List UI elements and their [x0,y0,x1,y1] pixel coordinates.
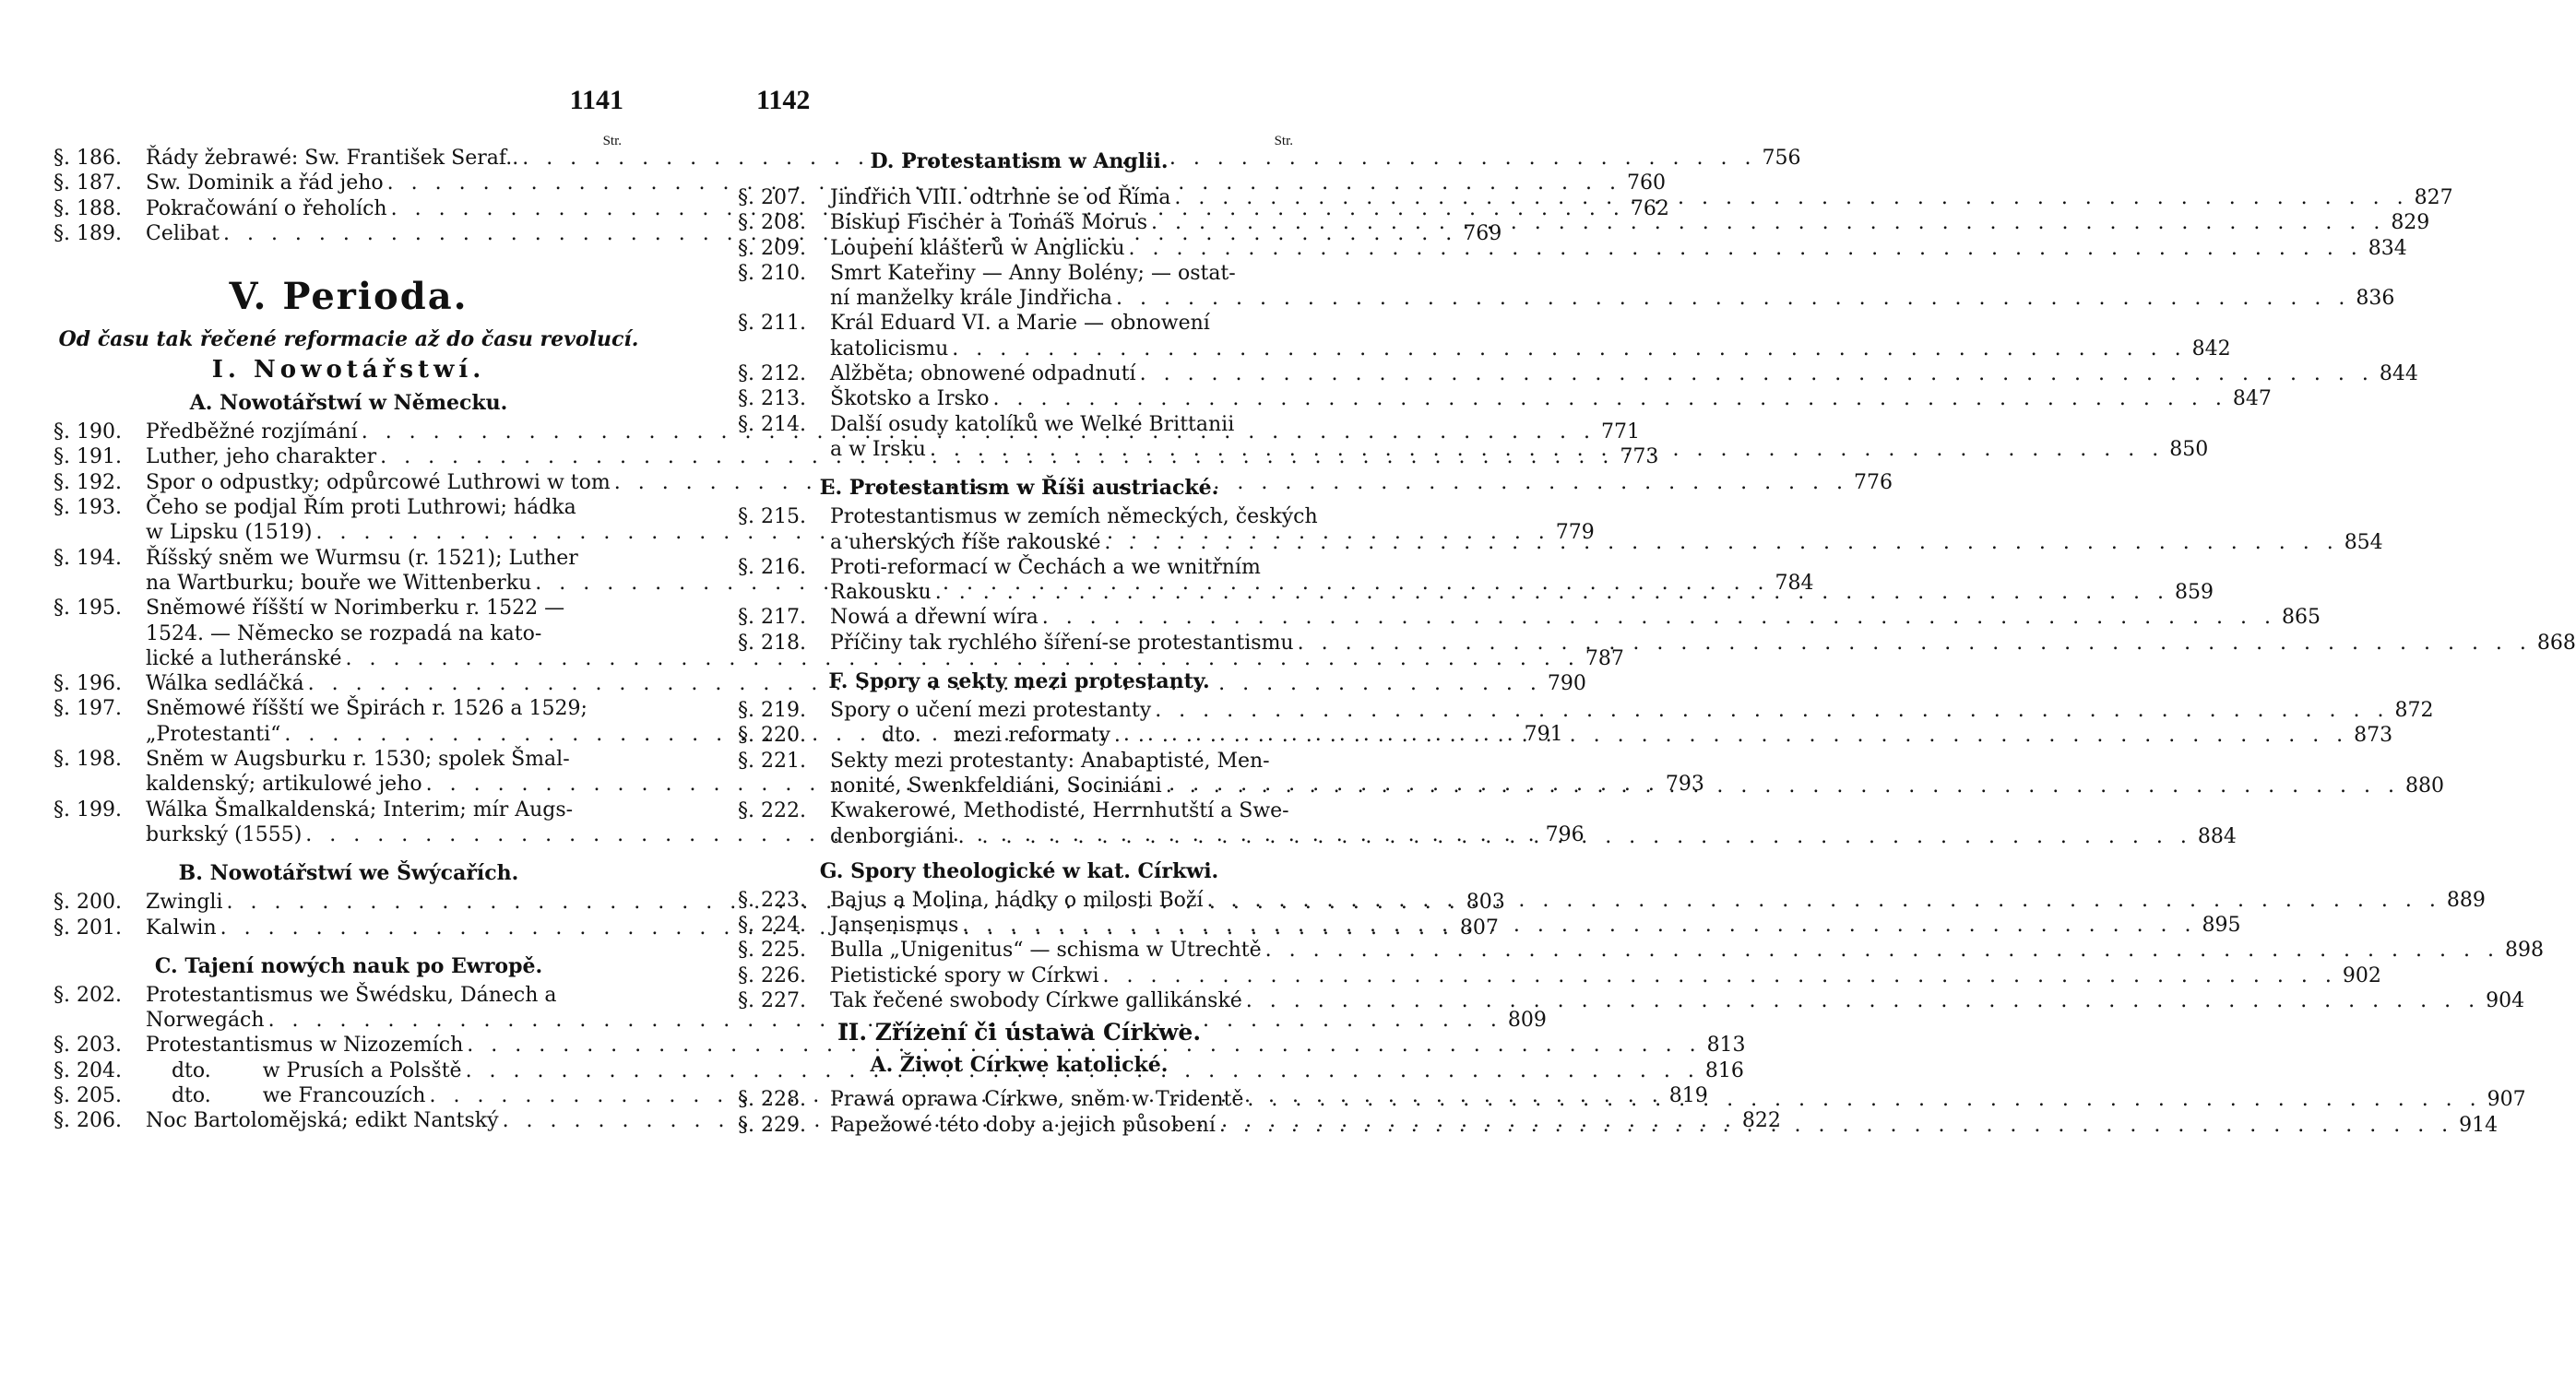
page-reference: 834 [2368,236,2407,260]
page-reference: 842 [2191,337,2231,361]
section-number: §. 226. [738,963,806,987]
entry-title: „Protestanti“ [146,722,281,746]
leader-dots [958,824,2192,849]
page-reference: 756 [1762,147,1801,170]
period-title: V. Perioda. [229,275,469,319]
leader-dots [962,913,2196,938]
entry-title: Sněmowé říšští we Špirách r. 1526 a 1529; [146,697,588,721]
leader-dots [1155,698,2389,723]
entry-title: Jansenismus [830,914,959,938]
page-reference: 850 [2169,437,2209,461]
toc-entry [738,988,2525,1013]
page-reference: 793 [1665,773,1704,797]
toc-entry [738,631,2576,656]
page-reference: 904 [2486,989,2525,1013]
toc-entry [738,698,2434,723]
section-number: §. 198. [53,748,122,772]
entry-title: dto. w Prusích a Polsště [146,1058,462,1082]
section-number: §. 228. [738,1088,806,1112]
part-title: I. Nowotářstwí. [211,356,486,384]
section-number: §. 209. [738,236,806,260]
entry-title: burkský (1555) [146,822,303,846]
entry-title: Alžběta; obnowené odpadnutí [830,362,1136,386]
entry-title: Smrt Kateřiny — Anny Bolény; — ostat- [830,261,1236,285]
page-reference: 844 [2379,362,2418,386]
entry-title: Papežowé této doby a jejich působení [830,1113,1216,1137]
leader-dots [1140,361,2374,386]
leader-dots [1174,185,2408,210]
toc-entry [53,171,1666,195]
leader-dots [1247,1087,2481,1112]
entry-title: kaldenský; artikulowé jeho [146,773,422,797]
page-reference: 813 [1706,1034,1746,1058]
leader-dots [1129,236,2363,261]
section-number: §. 210. [738,261,806,285]
entry-title: Pokračowání o řeholích [146,196,387,220]
entry-title: Sněm w Augsburku r. 1530; spolek Šmal- [146,748,570,772]
page-reference: 796 [1545,822,1585,846]
section-number: §. 215. [738,505,806,529]
toc-entry [738,605,2321,630]
page-reference: 819 [1668,1084,1708,1108]
entry-title: w Lipsku (1519) [146,521,313,545]
entry-title: Protestantismus we Šwédsku, Dánech a [146,983,557,1007]
entry-title: Prawá oprawa Církwe, sněm w Tridentě [830,1088,1244,1112]
entry-title: Wálka Šmalkaldenská; Interim; mír Augs- [146,798,574,822]
entry-title: Rakousku [830,581,932,605]
section-heading: F. Spory a sekty mezi protestanty. [828,669,1210,694]
page-reference: 790 [1547,672,1586,696]
page-reference: 884 [2197,824,2237,848]
section-number: §. 200. [53,891,122,915]
section-number: §. 197. [53,697,122,721]
section-number: §. 193. [53,496,122,520]
section-number: §. 191. [53,445,122,469]
entry-title: Zwingli [146,891,223,915]
page-reference: 776 [1854,470,1893,494]
section-number: §. 190. [53,420,122,444]
toc-entry [738,938,2544,963]
section-number: §. 222. [738,799,806,823]
section-number: §. 223. [738,888,806,912]
entry-title: a w Irsku [830,437,926,461]
entry-title: Kalwin [146,916,217,940]
section-number: §. 216. [738,555,806,579]
entry-title: Celibat [146,221,220,245]
entry-title: Další osudy katolíků we Welké Brittanii [830,412,1235,436]
entry-title: ní manželky krále Jindřicha [830,287,1113,311]
page-number: 1141 [569,85,623,115]
entry-title: Předběžné rozjímání [146,420,358,444]
section-number: §. 199. [53,798,122,822]
leader-dots [1151,210,2385,235]
section-heading: D. Protestantism w Anglii. [870,149,1169,173]
section-heading: E. Protestantism w Říši austriacké. [819,476,1219,501]
section-number: §. 224. [738,914,806,938]
section-number: §. 196. [53,672,122,696]
page-reference: 847 [2232,387,2272,411]
entry-title: dto. mezi reformaty [830,724,1110,748]
entry-title: Bulla „Unigenitus“ — schisma w Utrechtě [830,939,1262,963]
page-reference: 914 [2459,1113,2499,1137]
section-number: §. 218. [738,631,806,655]
section-number: §. 221. [738,749,806,773]
section-heading: A. Nowotářstwí w Německu. [189,391,508,416]
entry-title: Čeho se podjal Řím proti Luthrowi; hádka [146,496,576,520]
section-number: §. 203. [53,1034,122,1058]
leader-dots [935,580,2169,605]
leader-dots [1042,605,2276,630]
entry-title: Spory o učení mezi protestanty [830,699,1152,723]
section-number: §. 220. [738,724,806,748]
section-number: §. 206. [53,1109,122,1133]
page-reference: 809 [1507,1009,1547,1033]
page-reference: 902 [2342,963,2381,987]
entry-title: Protestantismus w Nizozemích [146,1034,464,1058]
leader-dots [1265,938,2499,963]
page-reference: 803 [1466,891,1505,915]
entry-title: Protestantismus w zemích německých, českých [830,505,1318,529]
entry-title: Sněmowé říšští w Norimberku r. 1522 — [146,597,565,621]
section-number: §. 207. [738,186,806,209]
page-reference: 868 [2536,631,2576,655]
entry-title: Pietistické spory w Církwi [830,963,1099,987]
entry-title: Bajus a Molina, hádky o milosti Boží [830,888,1204,912]
section-number: §. 229. [738,1113,806,1137]
leader-dots [952,337,2186,361]
toc-entry [738,236,2407,261]
page-column-label: Str. [1274,134,1293,148]
entry-title: Škotsko a Irsko [830,387,990,411]
entry-title: lické a lutheránské [146,646,342,670]
page-reference: 822 [1741,1109,1781,1133]
entry-title: dto. we Francouzích [146,1084,426,1108]
toc-entry [738,361,2418,386]
entry-title: Jindřich VIII. odtrhne se od Říma [830,186,1171,209]
entry-title: Říšský sněm we Wurmsu (r. 1521); Luther [146,546,578,570]
entry-title: Noc Bartolomějská; edikt Nantský [146,1109,499,1133]
section-number: §. 225. [738,939,806,963]
section-number: §. 217. [738,606,806,630]
page-reference: 779 [1555,521,1595,545]
section-number: §. 212. [738,362,806,386]
section-number: §. 201. [53,916,122,940]
page-reference: 895 [2202,914,2241,938]
page-reference: 829 [2391,211,2430,235]
toc-entry [738,261,2395,312]
section-number: §. 189. [53,221,122,245]
toc-entry [738,386,2272,411]
page-reference: 762 [1630,196,1669,220]
entry-title: denborgiáni [830,824,955,848]
page-reference: 816 [1704,1058,1744,1082]
entry-title: Proti-reformací w Čechách a we wnitřním [830,555,1261,579]
page-reference: 880 [2405,774,2445,798]
section-number: §. 186. [53,147,122,170]
section-number: §. 194. [53,546,122,570]
entry-title: katolicismu [830,337,949,361]
section-number: §. 208. [738,211,806,235]
entry-title: Tak řečené swobody Církwe gallikánské [830,989,1242,1013]
section-number: §. 219. [738,699,806,723]
leader-dots [993,386,2227,411]
section-heading: A. Žiwot Církwe katolické. [870,1053,1169,1078]
entry-title: na Wartburku; bouře we Wittenberku [146,571,532,595]
entry-title: Biskup Fischer a Tomáš Morus [830,211,1148,235]
entry-title: Nowá a dřewní wíra [830,606,1039,630]
leader-dots [1207,888,2441,913]
page-reference: 836 [2356,287,2395,311]
entry-title: Sekty mezi protestanty: Anabaptisté, Men- [830,749,1270,773]
page-number: 1142 [756,85,811,115]
toc-entry [738,311,2231,361]
page-reference: 769 [1463,221,1502,245]
section-number: §. 211. [738,312,806,336]
leader-dots [1219,1113,2453,1138]
page-reference: 784 [1775,571,1814,595]
page-reference: 865 [2282,606,2321,630]
entry-title: a uherských říše rakouské [830,530,1101,554]
leader-dots [1116,286,2350,311]
section-number: §. 214. [738,412,806,436]
page-reference: 898 [2504,939,2544,963]
section-number: §. 202. [53,983,122,1007]
entry-title: Loupení klášterů w Anglicku [830,236,1125,260]
leader-dots [1298,631,2532,656]
entry-title: Sw. Dominik a řád jeho [146,171,384,195]
page-reference: 760 [1626,171,1666,195]
page-reference: 873 [2354,724,2393,748]
section-number: §. 192. [53,470,122,494]
section-number: §. 204. [53,1058,122,1082]
section-number: §. 188. [53,196,122,220]
page-reference: 787 [1585,646,1624,670]
section-number: §. 213. [738,387,806,411]
section-number: §. 227. [738,989,806,1013]
page-reference: 854 [2344,530,2383,554]
section-number: §. 187. [53,171,122,195]
page-column-label: Str. [602,134,622,148]
entry-title: Kwakerowé, Methodisté, Herrnhutští a Swe- [830,799,1289,823]
toc-entry [738,963,2381,988]
page-reference: 807 [1459,916,1499,940]
leader-dots [1166,774,2400,798]
entry-title: Luther, jeho charakter [146,445,377,469]
entry-title: Řády žebrawé: Sw. František Seraf.. [146,147,519,170]
entry-title: Wálka sedláčká [146,672,304,696]
page-reference: 889 [2446,888,2486,912]
part-title: II. Zřízení či ústawa Církwe. [837,1019,1202,1046]
section-heading: G. Spory theologické w kat. Církwi. [819,858,1219,883]
entry-title: Norwegách [146,1009,265,1033]
section-number: §. 205. [53,1084,122,1108]
page-reference: 872 [2394,699,2434,723]
leader-dots [1246,988,2480,1013]
entry-title: Spor o odpustky; odpůrcowé Luthrowi w tom [146,470,611,494]
entry-title: nonité, Swenkfeldiáni, Sociniáni [830,774,1162,798]
page-reference: 907 [2487,1088,2526,1112]
leader-dots [1103,963,2337,988]
period-subtitle: Od času tak řečené reformacie až do času revolucí. [58,327,639,352]
toc-entry [53,1033,1746,1058]
page-reference: 773 [1620,445,1659,469]
entry-title: Král Eduard VI. a Marie — obnowení [830,312,1210,336]
entry-title: 1524. — Německo se rozpadá na kato- [146,621,542,645]
page-reference: 771 [1601,420,1640,444]
section-number: §. 195. [53,597,122,621]
leader-dots [1104,530,2338,555]
section-heading: B. Nowotářstwí we Šwýcařích. [178,861,519,886]
page-reference: 791 [1524,722,1563,746]
entry-title: Příčiny tak rychlého šíření-se protestantismu [830,631,1294,655]
page-reference: 827 [2414,186,2453,209]
page-reference: 859 [2175,581,2214,605]
leader-dots [1114,723,2348,748]
leader-dots [930,437,2164,462]
section-heading: C. Tajení nowých nauk po Ewropě. [154,953,543,978]
